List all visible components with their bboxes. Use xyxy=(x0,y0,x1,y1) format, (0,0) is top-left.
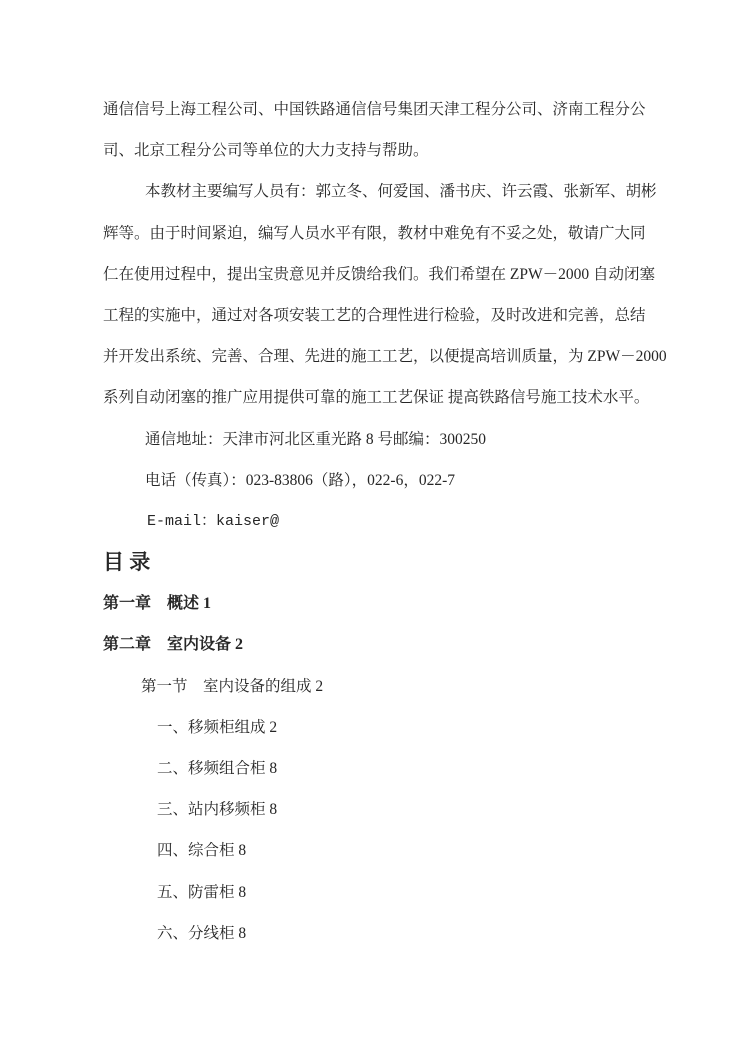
para-editors-line-4: 工程的实施中，通过对各项安装工艺的合理性进行检验，及时改进和完善，总结 xyxy=(103,306,646,324)
document-lines xyxy=(0,89,744,954)
para-editors-line-1: 本教材主要编写人员有：郭立冬、何爱国、潘书庆、许云霞、张新军、胡彬 xyxy=(145,183,657,201)
para-editors-line-6: 系列自动闭塞的推广应用提供可靠的施工工艺保证 提高铁路信号施工技术水平。 xyxy=(103,389,650,407)
para-editors-line-3: 仁在使用过程中，提出宝贵意见并反馈给我们。我们希望在 ZPW－2000 自动闭塞 xyxy=(103,265,655,283)
toc-item-4: 四、综合柜 8 xyxy=(157,842,247,860)
toc-heading: 目 录 xyxy=(103,550,151,575)
para-editors-line-2: 辉等。由于时间紧迫，编写人员水平有限，教材中难免有不妥之处，敬请广大同 xyxy=(103,224,646,242)
toc-section-1: 第一节 室内设备的组成 2 xyxy=(141,677,324,695)
contact-address: 通信地址：天津市河北区重光路 8 号邮编：300250 xyxy=(145,430,487,448)
toc-item-2: 二、移频组合柜 8 xyxy=(157,760,278,777)
toc-item-3: 三、站内移频柜 8 xyxy=(157,801,278,819)
contact-email: E-mail：kaiser@ xyxy=(147,512,280,530)
para-support-line-2: 司、北京工程分公司等单位的大力支持与帮助。 xyxy=(103,142,429,160)
toc-item-1: 一、移频柜组成 2 xyxy=(157,718,278,736)
toc-chapter-1: 第一章 概述 1 xyxy=(103,595,212,613)
toc-item-5: 五、防雷柜 8 xyxy=(157,883,247,901)
toc-chapter-2: 第二章 室内设备 2 xyxy=(103,636,244,654)
para-support-line-1: 通信信号上海工程公司、中国铁路通信信号集团天津工程分公司、济南工程分公 xyxy=(103,101,646,118)
para-editors-line-5: 并开发出系统、完善、合理、先进的施工工艺，以便提高培训质量，为 ZPW－2000 xyxy=(103,348,667,366)
contact-phone: 电话（传真）：023-83806（路），022-6，022-7 xyxy=(145,471,455,489)
toc-item-6: 六、分线柜 8 xyxy=(157,924,247,942)
